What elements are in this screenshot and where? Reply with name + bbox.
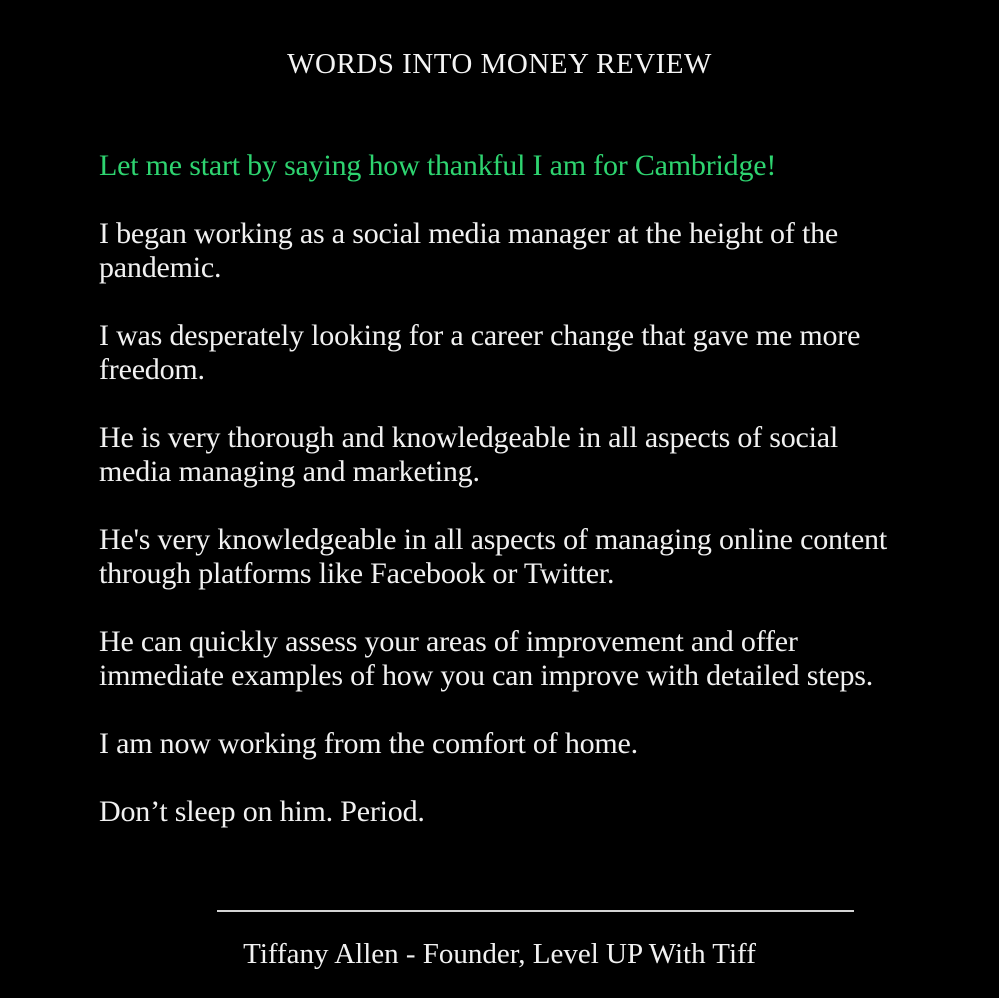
page-title: WORDS INTO MONEY REVIEW <box>287 48 712 80</box>
review-paragraph: He's very knowledgeable in all aspects of managing online content through platforms like Facebook or Twitter. <box>99 523 887 590</box>
review-highlight: Let me start by saying how thankful I am for Cambridge! <box>99 149 777 182</box>
review-paragraph: He is very thorough and knowledgeable in all aspects of social media managing and marketing. <box>99 421 839 488</box>
review-body <box>99 149 899 863</box>
review-paragraph: I was desperately looking for a career change that gave me more freedom. <box>99 319 861 386</box>
footer-attribution: Tiffany Allen - Founder, Level UP With Tiff <box>243 938 756 970</box>
review-paragraph: I began working as a social media manager at the height of the pandemic. <box>99 217 838 284</box>
review-paragraph: He can quickly assess your areas of improvement and offer immediate examples of how you can improve with detailed steps. <box>99 625 874 692</box>
review-paragraph: Don’t sleep on him. Period. <box>99 795 425 828</box>
review-paragraph: I am now working from the comfort of home. <box>99 727 638 760</box>
divider-line <box>217 910 854 912</box>
review-paragraphs <box>99 217 899 829</box>
